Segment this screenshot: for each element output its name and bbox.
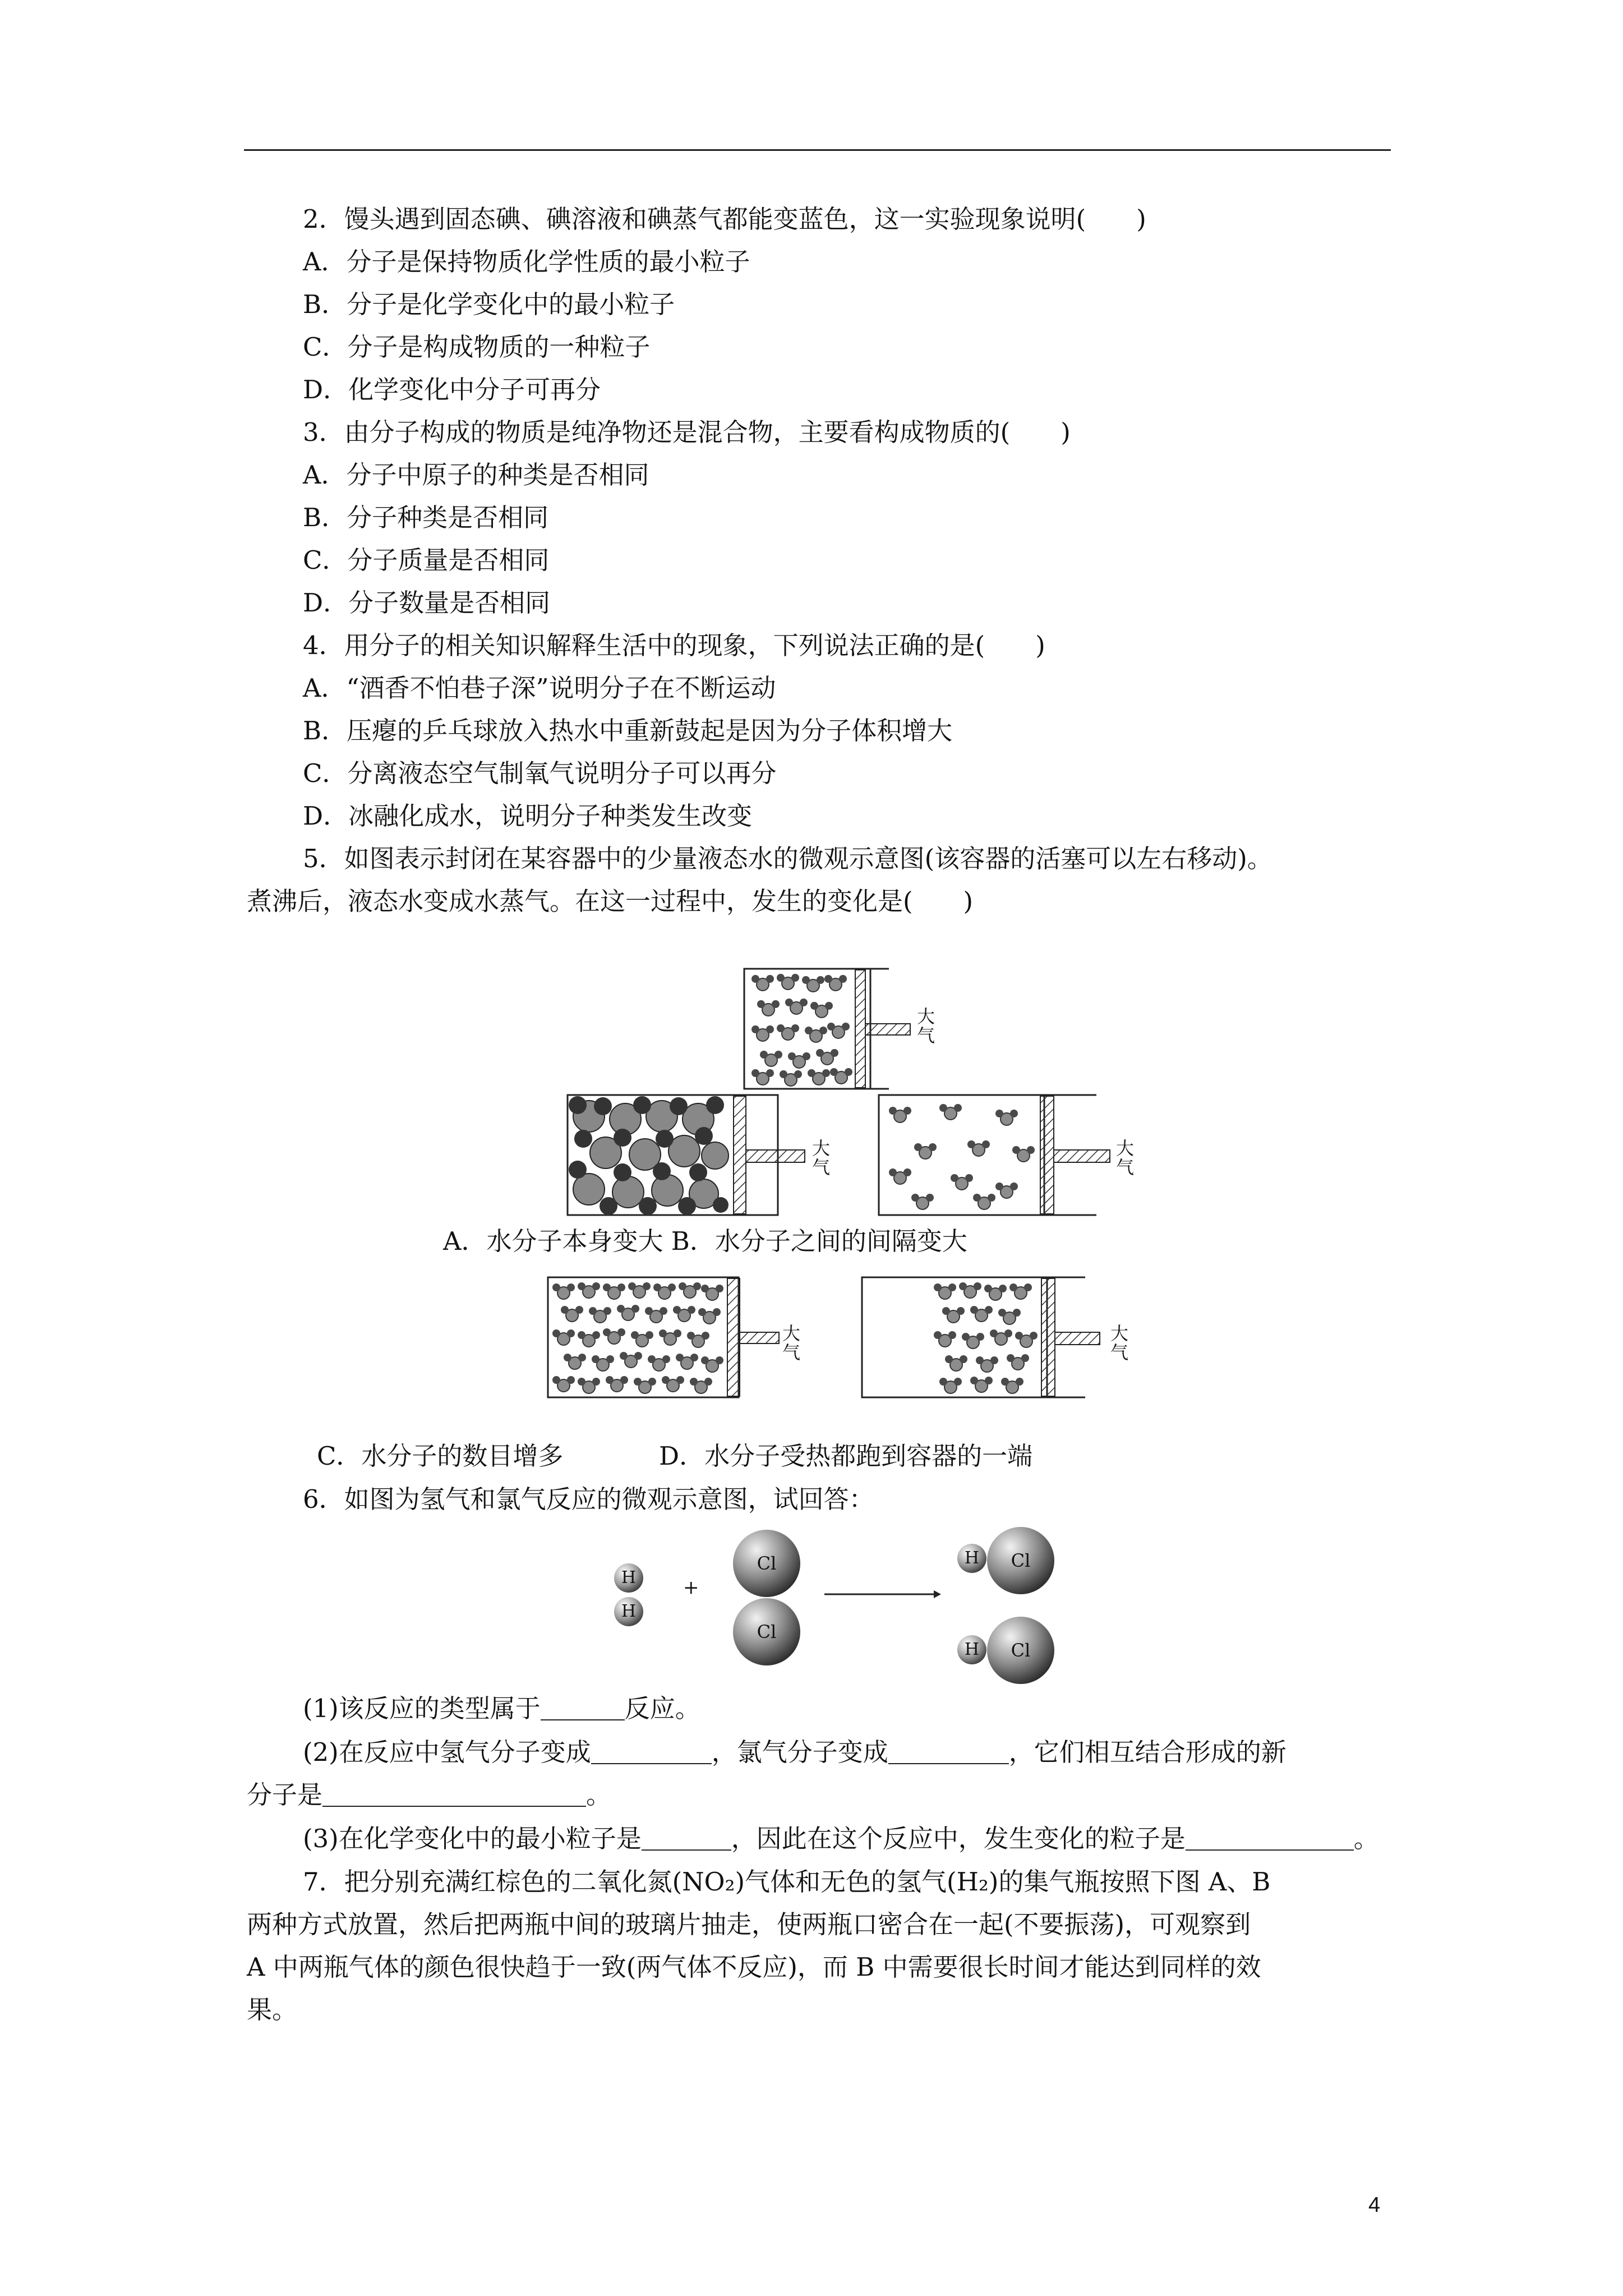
q5-figure-option-d — [861, 1276, 1152, 1400]
q6-sub2-line2-prefix: 分子是 — [247, 1780, 323, 1810]
q2-stem: 2．馒头遇到固态碘、碘溶液和碘蒸气都能变蓝色，这一实验现象说明( ) — [303, 204, 1146, 234]
q4-stem: 4．用分子的相关知识解释生活中的现象，下列说法正确的是( ) — [303, 631, 1045, 660]
cl-atom-label: Cl — [1011, 1640, 1031, 1661]
q6-sub3 — [303, 1826, 1379, 1851]
q5-options-ab: A．水分子本身变大 B．水分子之间的间隔变大 — [443, 1226, 967, 1256]
q5-option-d-text: D．水分子受热都跑到容器的一端 — [659, 1441, 1033, 1471]
q5-option-d-atmosphere-label: 大气 — [1110, 1323, 1129, 1363]
q7-line2: 两种方式放置，然后把两瓶中间的玻璃片抽走，使两瓶口密合在一起(不要振荡)，可观察到 — [247, 1910, 1251, 1939]
q6-sub3-mid: ，因此在这个反应中，发生变化的粒子是 — [731, 1824, 1186, 1853]
h-atom-label: H — [621, 1568, 637, 1588]
q6-sub2-blank-cl[interactable] — [888, 1741, 1009, 1764]
q6-sub1-blank[interactable] — [541, 1697, 625, 1720]
reaction-arrow — [824, 1588, 942, 1601]
q6-reaction-diagram — [561, 1515, 1094, 1700]
q2-option-d: D．化学变化中分子可再分 — [303, 375, 601, 404]
q4-option-a: A．“酒香不怕巷子深”说明分子在不断运动 — [303, 673, 776, 703]
q5-initial-atmosphere-label: 大气 — [917, 1006, 935, 1046]
q5-figure-option-c — [547, 1276, 816, 1400]
q3-option-a: A．分子中原子的种类是否相同 — [303, 460, 649, 490]
q6-sub3-suffix: 。 — [1353, 1824, 1379, 1853]
q3-stem: 3．由分子构成的物质是纯净物还是混合物，主要看构成物质的( ) — [303, 417, 1071, 447]
q6-sub1 — [303, 1696, 700, 1721]
q5-option-a-atmosphere-label: 大气 — [812, 1138, 831, 1178]
q6-sub3-blank-changed[interactable] — [1186, 1827, 1354, 1851]
page-number: 4 — [1368, 2193, 1381, 2217]
q4-option-b: B．压瘪的乒乓球放入热水中重新鼓起是因为分子体积增大 — [303, 716, 953, 746]
q6-sub2-mid1: ，氯气分子变成 — [711, 1737, 888, 1767]
q6-sub2-prefix: (2)在反应中氢气分子变成 — [303, 1737, 591, 1767]
q2-option-c: C．分子是构成物质的一种粒子 — [303, 332, 651, 362]
cl-atom-label: Cl — [757, 1621, 777, 1642]
q6-sub2-blank-h[interactable] — [591, 1741, 712, 1764]
q5-option-b-atmosphere-label: 大气 — [1116, 1138, 1135, 1178]
cl-atom-label: Cl — [1011, 1550, 1031, 1571]
q2-option-b: B．分子是化学变化中的最小粒子 — [303, 289, 675, 319]
q6-sub2-mid2: ，它们相互结合形成的新 — [1008, 1737, 1287, 1767]
q6-sub2-blank-new-molecule[interactable] — [322, 1783, 586, 1807]
q2-option-a: A．分子是保持物质化学性质的最小粒子 — [303, 247, 750, 277]
h-atom-label: H — [964, 1548, 980, 1568]
q6-sub2-line1 — [303, 1737, 1287, 1767]
q3-option-b: B．分子种类是否相同 — [303, 503, 549, 532]
q4-option-c: C．分离液态空气制氧气说明分子可以再分 — [303, 758, 777, 788]
plus-sign: + — [683, 1576, 699, 1599]
header-rule — [244, 149, 1391, 151]
q5-option-c-text: C．水分子的数目增多 — [317, 1441, 564, 1471]
q6-sub3-prefix: (3)在化学变化中的最小粒子是 — [303, 1824, 642, 1853]
q5-option-c-atmosphere-label: 大气 — [782, 1323, 801, 1363]
h-atom-label: H — [964, 1640, 980, 1659]
q5-stem-line2: 煮沸后，液态水变成水蒸气。在这一过程中，发生的变化是( ) — [247, 886, 974, 916]
q6-stem: 6．如图为氢气和氯气反应的微观示意图，试回答： — [303, 1484, 874, 1514]
q7-line4: 果。 — [247, 1995, 298, 2024]
q5-figure-initial — [743, 968, 979, 1091]
q3-option-d: D．分子数量是否相同 — [303, 588, 551, 618]
q5-figure-option-a — [566, 1094, 836, 1217]
q6-sub3-blank-smallest[interactable] — [642, 1827, 731, 1851]
q6-sub1-prefix: (1)该反应的类型属于 — [303, 1694, 541, 1723]
q4-option-d: D．冰融化成水，说明分子种类发生改变 — [303, 801, 753, 831]
q3-option-c: C．分子质量是否相同 — [303, 545, 550, 575]
h-atom-label: H — [621, 1602, 637, 1621]
q5-stem-line1: 5．如图表示封闭在某容器中的少量液态水的微观示意图(该容器的活塞可以左右移动)。 — [303, 844, 1272, 873]
q7-line1: 7．把分别充满红棕色的二氧化氮(NO₂)气体和无色的氢气(H₂)的集气瓶按照下图 A、B — [303, 1867, 1271, 1897]
q7-line3: A 中两瓶气体的颜色很快趋于一致(两气体不反应)，而 B 中需要很长时间才能达到同样的效 — [247, 1952, 1261, 1982]
cl-atom-label: Cl — [757, 1553, 777, 1574]
q6-sub1-suffix: 反应。 — [624, 1694, 700, 1723]
q6-sub2-line2 — [247, 1780, 612, 1810]
q6-sub2-line2-suffix: 。 — [586, 1780, 612, 1810]
